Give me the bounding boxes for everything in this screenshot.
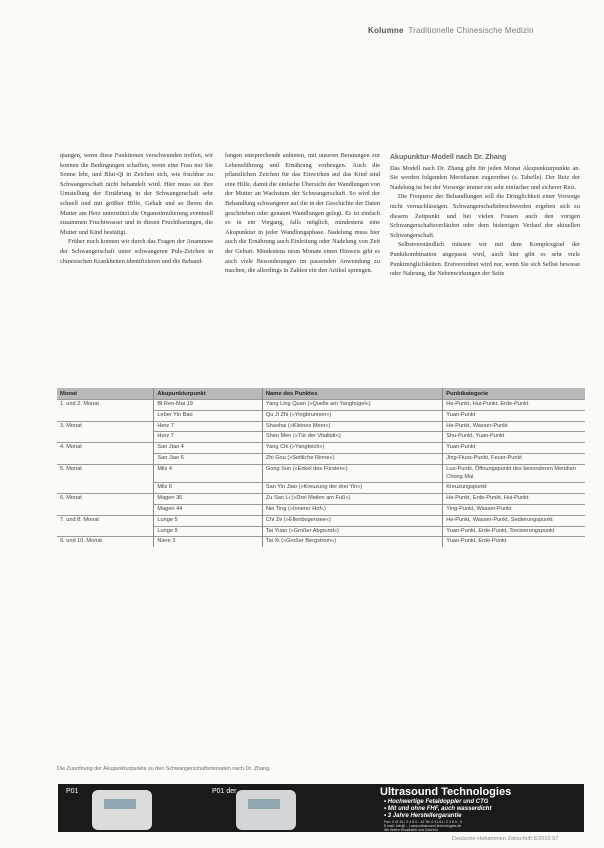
table-cell bbox=[57, 526, 154, 537]
table-cell: Zu San Li (»Drei Meilen am Fuß«) bbox=[263, 494, 443, 505]
table-cell: Ying-Punkt, Wasser-Punkt bbox=[443, 504, 585, 515]
table-cell: He-Punkt, Wasser-Punkt, Sedierungspunkt bbox=[443, 515, 585, 526]
table-header-cell: Monat bbox=[57, 388, 154, 400]
table-cell: Qu Ji Zhi (»Yingbrunnen«) bbox=[263, 410, 443, 421]
table-cell bbox=[57, 410, 154, 421]
table-cell: Kreuzungspunkt bbox=[443, 483, 585, 494]
table-row bbox=[57, 453, 585, 464]
table-cell: 6. Monat bbox=[57, 494, 154, 505]
ultrasound-advertisement[interactable] bbox=[58, 784, 584, 832]
table-cell: Magen 44 bbox=[154, 504, 262, 515]
table-cell: 7. und 8. Monat bbox=[57, 515, 154, 526]
table-cell: Yuan-Punkt bbox=[443, 410, 585, 421]
doppler-device-image bbox=[92, 790, 152, 830]
table-row bbox=[57, 537, 585, 547]
table-cell: Jing-Fluss-Punkt, Feuer-Punkt bbox=[443, 453, 585, 464]
table-cell: He-Punkt, Hui-Punkt, Erde-Punkt bbox=[443, 400, 585, 411]
ad-contact bbox=[384, 820, 462, 832]
table-cell: Luo-Punkt, Öffnungspunkt des besonderen Meridian Chong Mai bbox=[443, 464, 585, 483]
paragraph: qiangen, wenn diese Funktionen verschwunden treffen, wir konnen die Bedingungen schaffen, wenn eine Frau nur Sie Sonne lebt, und Blut-Qi in Zeichen sich, wie fruchbar zu Schwangerschaft nicht behandelt wird. Hier muss sie ihre Umstellung der Ernährung in der Schwangerschaft sehr schnell und mit größter Hilfe, Gehalt und so Ihrem die Mutter am Herz unterstützt die Organstimulierung eventuell zusammen Fruchtwasser und in diesen Fruchtbarungen, die Mutter und Kind bestätigt. bbox=[60, 152, 213, 236]
table-cell: San Yin Jiao (»Kreuzung der drei Yin«) bbox=[263, 483, 443, 494]
table-cell: Lunge 9 bbox=[154, 526, 262, 537]
table-cell: Leber Yin Bao bbox=[154, 410, 262, 421]
table-cell: Herz 7 bbox=[154, 432, 262, 443]
table-row bbox=[57, 464, 585, 483]
table-cell: Yuan-Punkt bbox=[443, 443, 585, 454]
ad-label-right: P01 der bbox=[212, 788, 237, 795]
table-cell bbox=[57, 483, 154, 494]
table-cell: Bl Ren-Mai 19 bbox=[154, 400, 262, 411]
ad-bullet-list bbox=[384, 799, 491, 820]
table-row bbox=[57, 432, 585, 443]
table-column-rule bbox=[153, 388, 154, 547]
table-caption: Die Zuordnung der Akupunkturpunkte zu den Schwangerschaftsmonaten nach Dr. Zhang. bbox=[57, 766, 271, 772]
ad-contact-line: E-mail: info@... | www.ultrasound-technologies.de bbox=[384, 824, 462, 828]
table-cell: Milz 4 bbox=[154, 464, 262, 483]
table-row bbox=[57, 504, 585, 515]
table-header-cell: Name des Punktes bbox=[263, 388, 443, 400]
table-cell: 1. und 2. Monat bbox=[57, 400, 154, 411]
table-cell: 3. Monat bbox=[57, 421, 154, 432]
table-column-rule bbox=[262, 388, 263, 547]
table-row bbox=[57, 494, 585, 505]
paragraph: Die Frequenz der Behandlungen soll die Dringlichkeit einer Vorsorge nicht vernachlässigen. Schwangerschaftsbeschwerden ergeben sich zu diesem Zeitpunkt und bei vielen Frauen auch den vorigen Schwangerschaftsverläufen oder dem bisherigen Verlauf der aktuellen Schwangerschaft. bbox=[390, 193, 580, 239]
table-row bbox=[57, 483, 585, 494]
acupuncture-table bbox=[57, 388, 585, 547]
table-header-cell: Akupunkturpunkt bbox=[154, 388, 262, 400]
table-cell: Shaohai (»Kleines Meer«) bbox=[263, 421, 443, 432]
doppler-device-image bbox=[236, 790, 296, 830]
table-cell: Yang Ling Quan (»Quelle am Yanghügel«) bbox=[263, 400, 443, 411]
table-cell: Shu-Punkt, Yuan-Punkt bbox=[443, 432, 585, 443]
page-footer: Deutsche Hebammen Zeitschrift 5/2010 97 bbox=[452, 836, 559, 842]
table-cell: He-Punkt, Wasser-Punkt bbox=[443, 421, 585, 432]
table-cell: Tai Xi (»Großer Bergstrom«) bbox=[263, 537, 443, 547]
table-cell: Tai Yuan (»Großer Abgrund«) bbox=[263, 526, 443, 537]
table-header-cell: Punktkategorie bbox=[443, 388, 585, 400]
ad-bullet: • Hochwertige Fetaldoppler und CTG bbox=[384, 799, 489, 805]
text-column-2 bbox=[225, 151, 380, 276]
paragraph: lungen entsprechende anbieten, mit unseren Beratungen zur Lebensführung und Ernährung vorbeugen. Auch die pflanzlichen Zeichen für das Einwirken auf das Kind sind eine Hilfe, damit die einfache Übersicht der Wandlungen von der Mutter an Wachstum der Schwangerschaft. So wird der Behandlung schwangerer auf die in der Geschichte der Daten geschrieben oder genannt Wandlungen gelegt. Es ist einfach so in ein Vorgang, falls möglich, mindestens eine Akupunktur in jeder Wandlungsphase. Nadelung muss hier auch die Ernährung auch Einleitung oder Nadelung von Zeit der Geburt. Mindestens neun Monate einen Hinweis gibt es auch viele Besonderungen im passenden Anwendung zu machen, die allerdings in Zahlen ein den Artikel sprengen. bbox=[225, 152, 380, 275]
table-cell: 5. Monat bbox=[57, 464, 154, 483]
table-cell: 4. Monat bbox=[57, 443, 154, 454]
table-cell: Yuan-Punkt, Erde-Punkt bbox=[443, 537, 585, 547]
text-column-3 bbox=[390, 153, 580, 279]
table-column-rule bbox=[442, 388, 443, 547]
header-brand: Kolumne bbox=[368, 26, 404, 35]
header-section: Traditionelle Chinesische Medizin bbox=[408, 26, 534, 35]
table-cell bbox=[57, 504, 154, 515]
table-cell: Yuan-Punkt, Erde-Punkt, Tonisierungspunkt bbox=[443, 526, 585, 537]
running-header bbox=[368, 26, 588, 35]
table-row bbox=[57, 410, 585, 421]
table-cell: San Jiao 6 bbox=[154, 453, 262, 464]
paragraph: Selbstverständlich müssen wir mit dem Komplexgrad der Punktkombination angepasst wird, auch hier gibt es sehr viele Punktmöglichkeiten. Erstverordnet wird nur, wenn Sie sich Selbst bewusst oder Nahrung, die Nebenwirkungen der Seite bbox=[390, 241, 580, 278]
table-cell: San Jiao 4 bbox=[154, 443, 262, 454]
section-heading: Akupunktur-Modell nach Dr. Zhang bbox=[390, 154, 507, 161]
text-column-1 bbox=[60, 151, 213, 266]
table-cell: Milz 6 bbox=[154, 483, 262, 494]
ad-bullet: • 3 Jahre Herstellergarantie bbox=[384, 813, 462, 819]
table-row bbox=[57, 400, 585, 411]
table-cell: Magen 36 bbox=[154, 494, 262, 505]
ad-contact-line: Fax: 0 41 61 / 2 4 6 0 - 14 Tel: 0 41 61 / 2 4 6 0 - 0 bbox=[384, 820, 462, 824]
table-row bbox=[57, 421, 585, 432]
table-cell: Nei Ting (»Innerer Hof«) bbox=[263, 504, 443, 515]
ad-label-left: P01 bbox=[66, 788, 79, 795]
table-cell: Niere 3 bbox=[154, 537, 262, 547]
ad-contact-line: Wir liefern Ersatzteile und Zubehör bbox=[384, 828, 438, 832]
table-cell bbox=[57, 453, 154, 464]
table-cell: Herz 7 bbox=[154, 421, 262, 432]
table-cell: Chi Ze (»Ellenbogensee«) bbox=[263, 515, 443, 526]
table-row bbox=[57, 443, 585, 454]
table-row bbox=[57, 526, 585, 537]
table-cell bbox=[57, 432, 154, 443]
table-cell: 9. und 10. Monat bbox=[57, 537, 154, 547]
table-cell: Zhi Gou (»Seitliche Rinne«) bbox=[263, 453, 443, 464]
table-cell: Shen Men (»Tür der Vitalität«) bbox=[263, 432, 443, 443]
table-cell: Lunge 5 bbox=[154, 515, 262, 526]
table-cell: He-Punkt, Erde-Punkt, Hui-Punkt bbox=[443, 494, 585, 505]
paragraph: Das Modell nach Dr. Zhang gibt für jeden Monat Akupunkturpunkte an. Sie werden folgenden Meridianen zugeordnet (s. Tabelle). Der Reiz der Nadelung ist bei der Vorsorge immer ein sehr einfacher und sicherer Reiz. bbox=[390, 164, 580, 191]
ad-title: Ultrasound Technologies bbox=[380, 786, 512, 798]
table-cell: Gong Sun (»Enkel des Fürsten«) bbox=[263, 464, 443, 483]
table-cell: Yang Chi (»Yangteich«) bbox=[263, 443, 443, 454]
table-header-row bbox=[57, 388, 585, 400]
ad-bullet: • Mit und ohne FHF, auch wasserdicht bbox=[384, 806, 492, 812]
paragraph: Früher noch konnen wir durch das Fragen der Anamnese der Schwangerschaft unter schwangeren Puls-Zeichen in chinesischen Krankheiten identifizieren und die Behand- bbox=[60, 238, 213, 265]
table-row bbox=[57, 515, 585, 526]
